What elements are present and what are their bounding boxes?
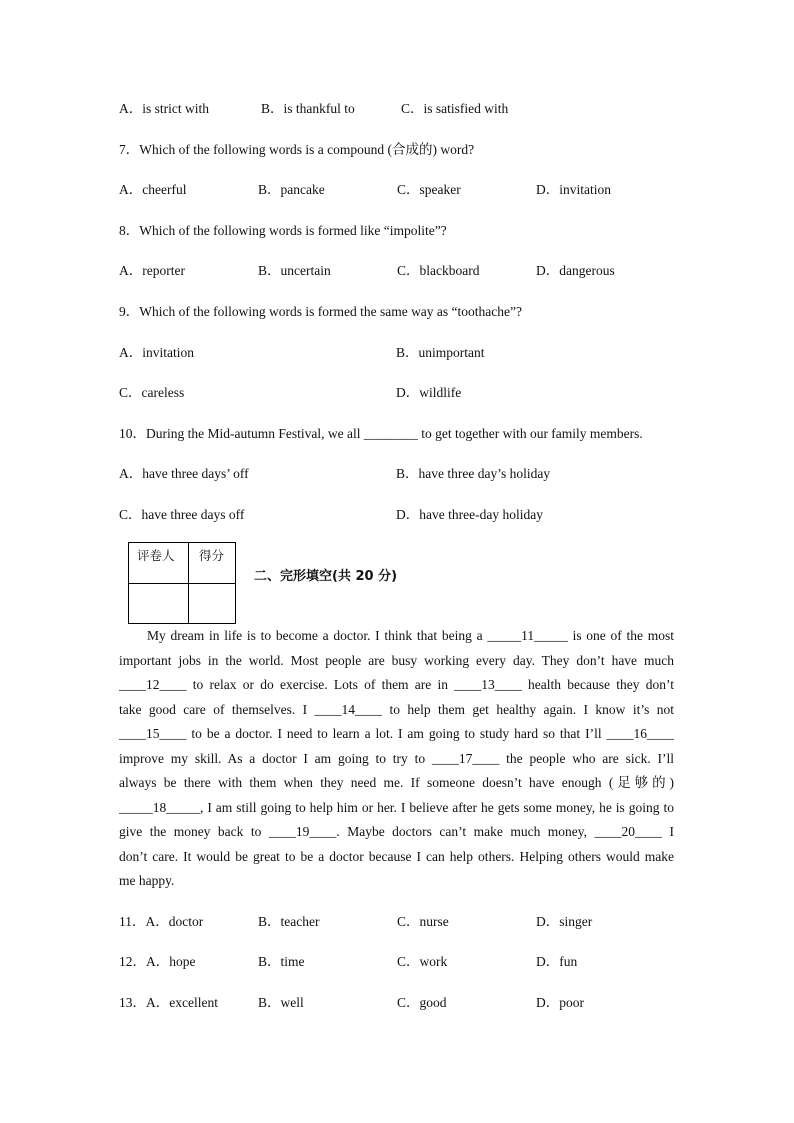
q6-option-b: B．is thankful to [261,101,355,116]
q13-option-d: D．poor [536,995,584,1010]
q10-option-b: B．have three day’s holiday [396,466,551,481]
passage-line: improve my skill. As a doctor I am going to try to ____17____ the people who are sick. I’ll [119,750,674,766]
passage-line: important jobs in the world. Most people are busy working every day. They don’t have much [119,652,674,668]
blank-12[interactable]: ____12____ [119,677,187,692]
blank-20[interactable]: ____20____ [594,824,663,839]
q7-text: 7．Which of the following words is a compound (合成的) word? [119,142,475,157]
section-title: 二、完形填空(共 20 分) [254,569,398,584]
passage-line: me happy. [119,873,175,888]
blank-18[interactable]: _____18_____ [119,799,200,815]
q7-option-d: D．invitation [536,182,611,197]
blank-17[interactable]: ____17____ [431,750,500,766]
passage-line: give the money back to ____19____. Maybe doctors can’t make much money, ____20____ I [119,824,675,839]
passage-line: ____15____ to be a doctor. I need to learn a lot. I am going to study hard so that I’ll ____16____ [119,726,674,741]
blank-16[interactable]: ____16____ [606,726,674,741]
blank-15[interactable]: ____15____ [119,726,187,741]
q11-option-a: 11．A．doctor [119,914,204,929]
q8-option-a: A．reporter [119,263,185,278]
q12-option-a: 12．A．hope [119,954,196,969]
q7-option-c: C．speaker [397,182,461,197]
passage-line: ____12____ to relax or do exercise. Lots of them are in ____13____ health because they don’t [119,677,674,692]
q13-option-c: C．good [397,995,447,1010]
q8-option-b: B．uncertain [258,263,331,278]
passage-line: _____18_____, I am still going to help him or her. I believe after he gets some money, he is going to [119,799,674,815]
cloze-passage [119,624,674,894]
q10-option-a: A．have three days’ off [119,466,249,481]
q7-option-a: A．cheerful [119,182,187,197]
q11-option-c: C．nurse [397,914,449,929]
q11-option-b: B．teacher [258,914,320,929]
q9-option-b: B．unimportant [396,345,485,360]
passage-line: always be there with them when they need me. If someone doesn’t have enough (足够的) [119,775,674,790]
q12-option-d: D．fun [536,954,578,969]
blank-11[interactable]: _____11_____ [487,628,568,643]
q9-option-d: D．wildlife [396,385,462,400]
blank-14[interactable]: ____14____ [314,701,383,717]
q13-option-b: B．well [258,995,304,1010]
passage-line: My dream in life is to become a doctor. I think that being a _____11_____ is one of the most [147,628,674,643]
blank-19[interactable]: ____19____ [268,824,337,839]
q10-option-d: D．have three-day holiday [396,507,543,522]
q11-option-d: D．singer [536,914,593,929]
q8-text: 8．Which of the following words is formed like “impolite”? [119,223,447,238]
q8-option-c: C．blackboard [397,263,480,278]
q12-option-c: C．work [397,954,448,969]
blank-13[interactable]: ____13____ [454,677,522,692]
q12-option-b: B．time [258,954,305,969]
q10-text: 10．During the Mid-autumn Festival, we all ________ to get together with our family members. [119,426,643,441]
score-box-divider [129,583,235,584]
score-label: 得分 [199,548,225,563]
q9-option-a: A．invitation [119,345,194,360]
q6-option-a: A．is strict with [119,101,209,116]
passage-line: take good care of themselves. I ____14____ to help them get healthy again. I know it’s not [119,701,675,717]
q6-option-c: C．is satisfied with [401,101,509,116]
q13-option-a: 13．A．excellent [119,995,218,1010]
q9-option-c: C．careless [119,385,185,400]
q8-option-d: D．dangerous [536,263,615,278]
score-box [128,542,236,624]
grader-label: 评卷人 [137,548,175,563]
passage-line: don’t care. It would be great to be a doctor because I can help others. Helping others would make [119,848,674,864]
q7-option-b: B．pancake [258,182,325,197]
q10-option-c: C．have three days off [119,507,245,522]
q9-text: 9．Which of the following words is formed the same way as “toothache”? [119,304,523,319]
